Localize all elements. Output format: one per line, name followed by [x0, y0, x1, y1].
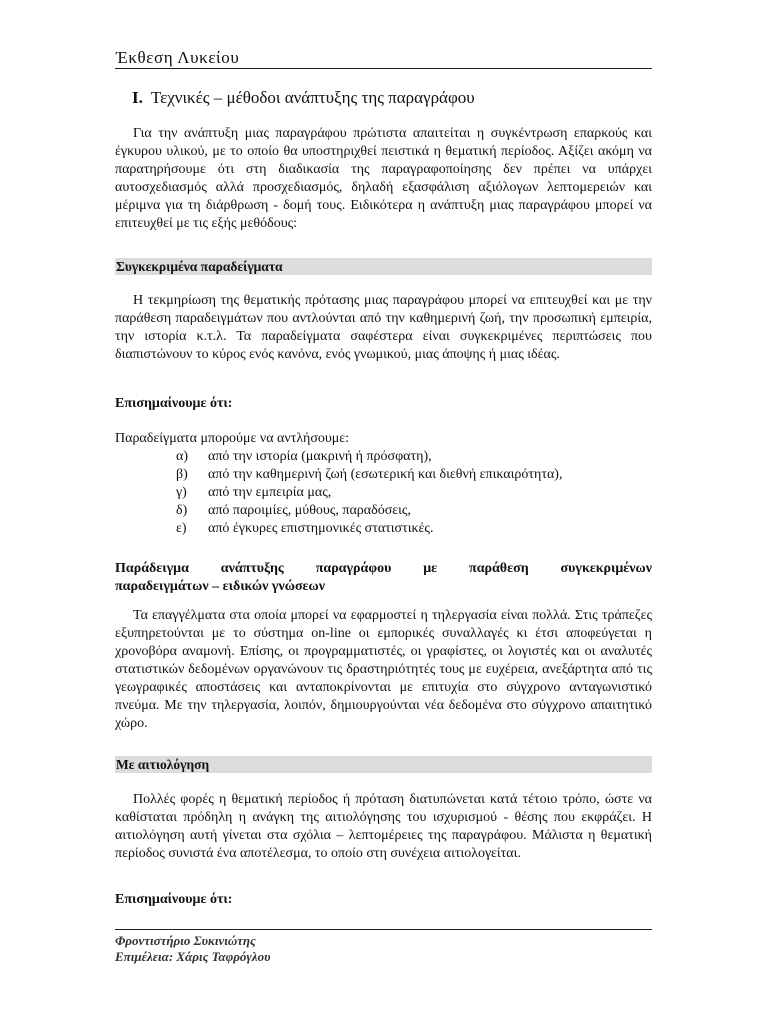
footer-line1: Φροντιστήριο Συκινιώτης — [115, 933, 256, 948]
footer-line2: Επιμέλεια: Χάρις Ταφρόγλου — [115, 949, 271, 964]
list-marker: β) — [176, 467, 188, 482]
title-number: Ι. — [132, 88, 143, 107]
list-intro: Παραδείγματα μπορούμε να αντλήσουμε: — [115, 431, 350, 446]
title-text: Τεχνικές – μέθοδοι ανάπτυξης της παραγράφου — [150, 88, 475, 107]
list-marker: α) — [176, 449, 188, 464]
list-item — [176, 502, 562, 520]
list-item-text: από έγκυρες επιστημονικές στατιστικές. — [208, 521, 434, 536]
header-title: Έκθεση Λυκείου — [116, 48, 240, 67]
page-header — [115, 46, 652, 69]
list-item — [176, 448, 562, 466]
list-marker: ε) — [176, 521, 187, 536]
example-paragraph: Τα επαγγέλματα στα οποία μπορεί να εφαρμοστεί η τηλεργασία είναι πολλά. Στις τράπεζες εξυπηρετούνται με το σύστημα on-line οι εμπορικές συναλλαγές κι έτσι αποφεύγεται η χρονοβόρα αναμονή. Επίσης, οι προγραμματιστές, οι γραφίστες, οι λογιστές και οι αναλυτές στατιστικών δεδομένων οργανώνουν τις δραστηριότητές τους με ευχέρεια, ανεξάρτητα από τις γεωγραφικές αποστάσεις και ανταποκρίνονται με επιτυχία στο σύγχρονο ανταγωνιστικό πνεύμα. Με την τηλεργασία, λοιπόν, δημιουργούνται νέα δεδομένα στο σύγχρονο απαιτητικό χώρο. — [115, 608, 652, 731]
example-heading — [115, 560, 652, 596]
list-marker: γ) — [176, 485, 187, 500]
examples-paragraph: Η τεκμηρίωση της θεματικής πρότασης μιας παραγράφου μπορεί να επιτευχθεί και με την παράθεση παραδειγμάτων που αντλούνται από την καθημερινή ζωή, την προσωπική εμπειρία, την ιστορία κ.τ.λ. Τα παραδείγματα σαφέστερα είναι συγκεκριμένες περιπτώσεις που διαπιστώνουν το κύρος ενός κανόνα, ενός γνωμικού, μιας άποψης ή μιας ιδέας. — [115, 293, 652, 362]
example-heading-line2: παραδειγμάτων – ειδικών γνώσεων — [115, 579, 326, 594]
section-heading-justification — [115, 756, 652, 773]
section-heading-text: Με αιτιολόγηση — [116, 757, 210, 772]
example-heading-line1: Παράδειγμα ανάπτυξης παραγράφου με παράθεση συγκεκριμένων — [115, 561, 652, 576]
list-item — [176, 520, 562, 538]
list-item-text: από την εμπειρία μας, — [208, 485, 332, 500]
list-item — [176, 466, 562, 484]
page-title — [132, 88, 475, 108]
note-label: Επισημαίνουμε ότι: — [115, 892, 233, 907]
section-heading-text: Συγκεκριμένα παραδείγματα — [116, 259, 283, 274]
list-item-text: από την ιστορία (μακρινή ή πρόσφατη), — [208, 449, 432, 464]
note-label: Επισημαίνουμε ότι: — [115, 396, 233, 411]
list-item-text: από παροιμίες, μύθους, παραδόσεις, — [208, 503, 411, 518]
list-item — [176, 484, 562, 502]
examples-list — [176, 448, 562, 538]
list-item-text: από την καθημερινή ζωή (εσωτερική και διεθνή επικαιρότητα), — [208, 467, 563, 482]
justification-paragraph: Πολλές φορές η θεματική περίοδος ή πρόταση διατυπώνεται κατά τέτοιο τρόπο, ώστε να καθίσταται πρόδηλη η ανάγκη της αιτιολόγησης του ισχυρισμού - θέσης που εκφράζει. Η αιτιολόγηση αυτή γίνεται στα σχόλια – λεπτομέρειες της παραγράφου. Μάλιστα η θεματική περίοδος συνιστά ένα αποτέλεσμα, το οποίο στη συνέχεια αιτιολογείται. — [115, 792, 652, 861]
section-heading-examples — [115, 258, 652, 275]
page-footer — [115, 929, 652, 965]
list-marker: δ) — [176, 503, 188, 518]
intro-paragraph: Για την ανάπτυξη μιας παραγράφου πρώτιστα απαιτείται η συγκέντρωση επαρκούς και έγκυρου υλικού, με το οποίο θα υποστηριχθεί πειστικά η θεματική περίοδος. Αξίζει ακόμη να παρατηρήσουμε ότι στη διαδικασία της παραγραφοποίησης δεν πρέπει να υπάρχει αυτοσχεδιασμός αλλά προσχεδιασμός, δηλαδή εξασφάλιση αξιόλογων λεπτομερειών και μέριμνα για τη διάρθρωση - δομή τους. Ειδικότερα η ανάπτυξη μιας παραγράφου μπορεί να επιτευχθεί με τις εξής μεθόδους: — [115, 126, 652, 231]
